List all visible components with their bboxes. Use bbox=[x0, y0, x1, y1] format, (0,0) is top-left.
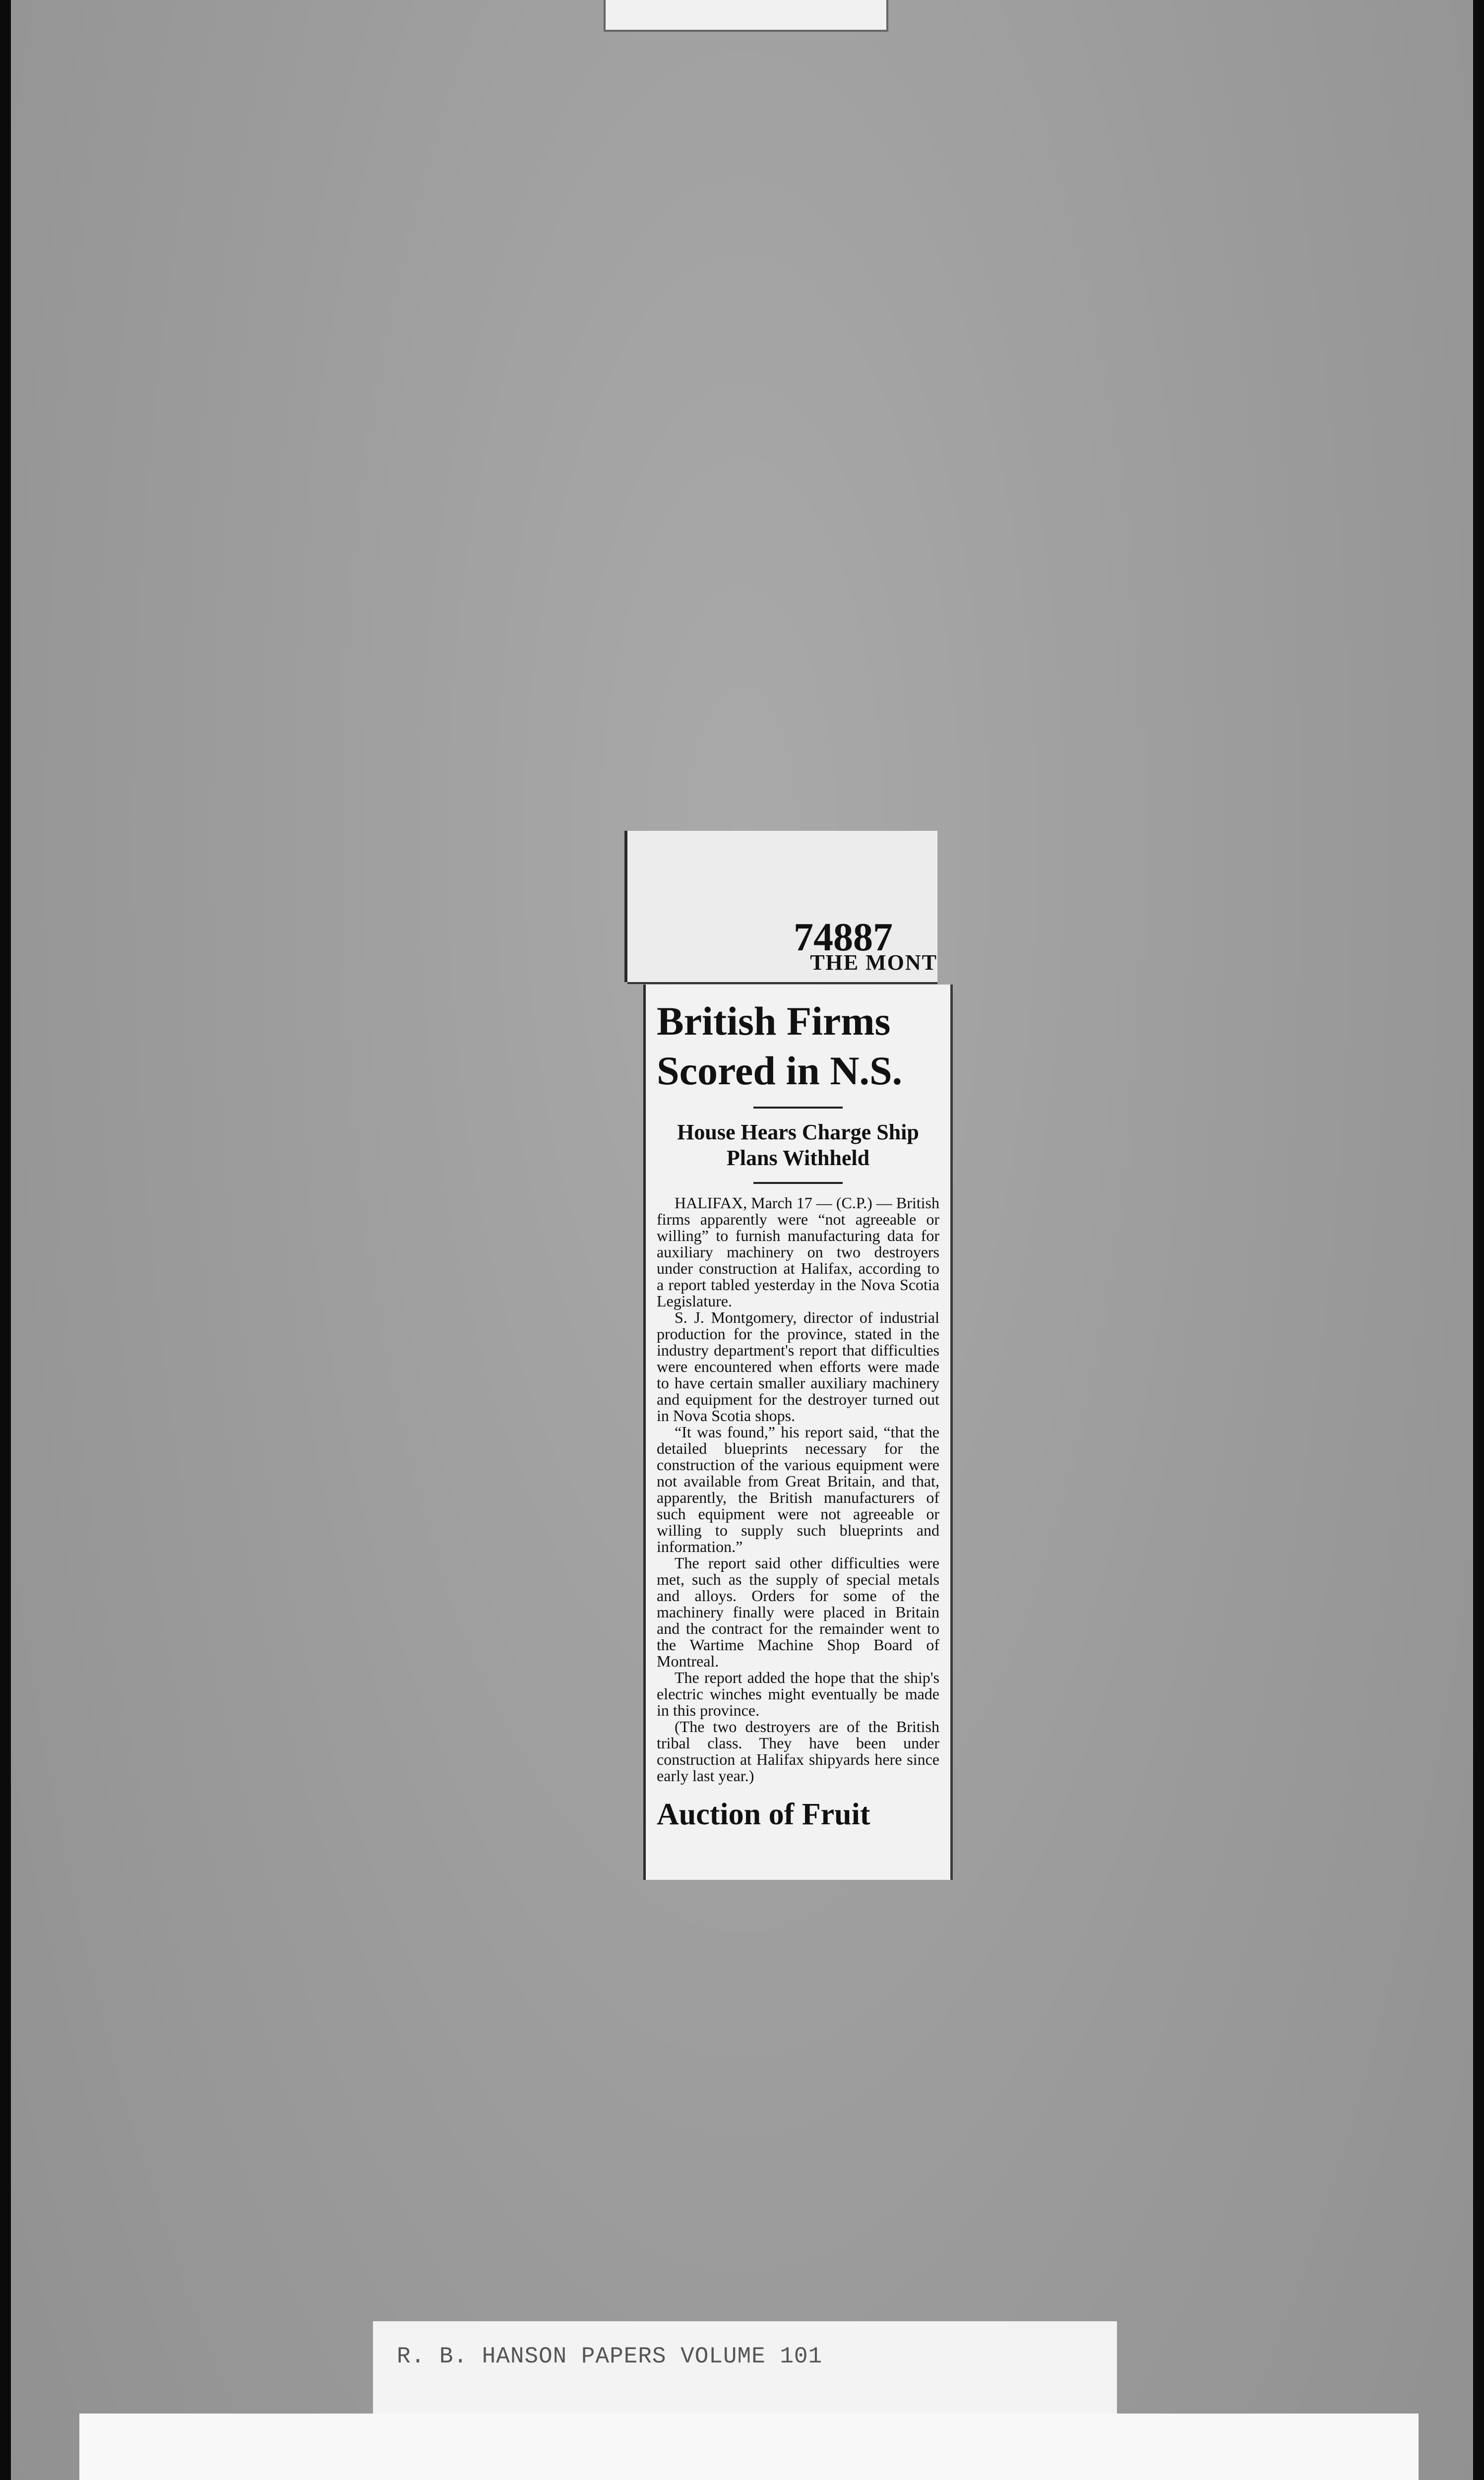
deck-divider bbox=[753, 1182, 843, 1184]
newspaper-masthead: THE MONT bbox=[810, 950, 937, 975]
article-paragraph: “It was found,” his report said, “that the detailed blueprints necessary for the construction of the various equipment were not available from Great Britain, and that, apparently, the British manufacturers of such equipment were not agreeable or willing to supply such blueprints and information.” bbox=[657, 1423, 939, 1555]
article-paragraph: S. J. Montgomery, director of industrial production for the province, stated in the industry department's report that difficulties were encountered when efforts were made to have certain smaller auxiliary machinery and equipment for the destroyer turned out in Nova Scotia shops. bbox=[657, 1308, 939, 1425]
newspaper-clipping bbox=[646, 985, 950, 1880]
article-body bbox=[657, 1195, 939, 1784]
article-paragraph: The report added the hope that the ship's electric winches might eventually be made in this province. bbox=[657, 1669, 939, 1719]
volume-label: R. B. HANSON PAPERS VOLUME 101 bbox=[373, 2321, 1117, 2420]
article-subheadline: House Hears Charge Ship Plans Withheld bbox=[677, 1120, 919, 1170]
mount-top-tab bbox=[604, 0, 888, 32]
clipping-header-strip bbox=[627, 831, 937, 982]
headline-divider bbox=[753, 1107, 843, 1109]
next-article-headline: Auction of Fruit bbox=[657, 1798, 870, 1831]
article-headline: British Firms Scored in N.S. bbox=[657, 998, 903, 1093]
archives-stamp-card bbox=[79, 2414, 1419, 2480]
clipping-number: 74887 bbox=[794, 916, 893, 959]
article-paragraph: The report said other difficulties were met, such as the supply of special metals and alloys. Orders for some of the machinery finally were placed in Britain and the contract for the remainder went to the Wartime Machine Shop Board of Montreal. bbox=[657, 1554, 939, 1670]
article-paragraph: HALIFAX, March 17 — (C.P.) — British firms apparently were “not agreeable or willing” to furnish manufacturing data for auxiliary machinery on two destroyers under construction at Halifax, according to a report tabled yesterday in the Nova Scotia Legislature. bbox=[657, 1194, 939, 1310]
article-paragraph: (The two destroyers are of the British tribal class. They have been under construction at Halifax shipyards here since early last year.) bbox=[657, 1718, 939, 1785]
